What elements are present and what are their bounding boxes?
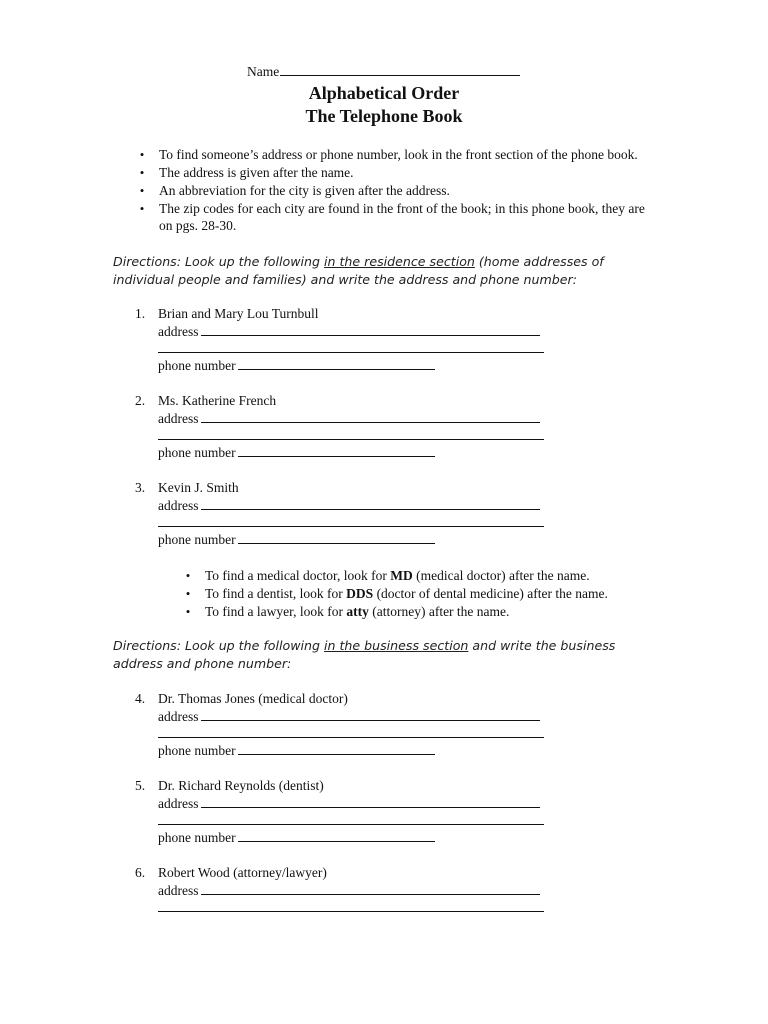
entry-name: Ms. Katherine French [158, 393, 277, 408]
professional-bullet: • To find a dentist, look for DDS (doctor of dental medicine) after the name. [181, 585, 671, 602]
address-blank[interactable] [201, 707, 540, 721]
address-blank[interactable] [201, 794, 540, 808]
entry-number: 5. [135, 778, 146, 793]
address-label: address [158, 883, 199, 898]
phone-blank[interactable] [238, 530, 435, 544]
professional-bullet: • To find a medical doctor, look for MD (medical doctor) after the name. [181, 567, 671, 584]
bullet-icon: • [185, 568, 191, 583]
worksheet-subtitle: The Telephone Book [305, 106, 463, 126]
entry-number: 6. [135, 865, 146, 880]
entry-number: 3. [135, 480, 146, 495]
intro-bullet: • The address is given after the name. [135, 164, 655, 181]
entry-name: Dr. Richard Reynolds (dentist) [158, 778, 324, 793]
bullet-icon: • [139, 201, 145, 216]
entry-name: Kevin J. Smith [158, 480, 239, 495]
intro-bullet-list [135, 146, 655, 235]
name-label: Name [247, 64, 280, 79]
worksheet-title: Alphabetical Order [308, 83, 460, 103]
residence-section-emphasis: in the residence section [323, 254, 475, 269]
address-label: address [158, 411, 199, 426]
address-blank[interactable] [201, 496, 540, 510]
address-blank[interactable] [201, 322, 540, 336]
address-blank-line2[interactable] [158, 898, 544, 912]
address-blank-line2[interactable] [158, 811, 544, 825]
intro-bullet: • The zip codes for each city are found in the front of the book; in this phone book, they are on pgs. 28-30. [135, 200, 655, 234]
name-field[interactable] [247, 63, 520, 80]
address-blank-line2[interactable] [158, 513, 544, 527]
name-blank[interactable] [280, 63, 520, 76]
address-label: address [158, 709, 199, 724]
bullet-icon: • [185, 586, 191, 601]
bullet-icon: • [139, 183, 145, 198]
intro-bullet: • An abbreviation for the city is given after the address. [135, 182, 655, 199]
phone-label: phone number [158, 830, 236, 845]
intro-bullet: • To find someone’s address or phone number, look in the front section of the phone book. [135, 146, 655, 163]
address-blank-line2[interactable] [158, 426, 544, 440]
address-blank-line2[interactable] [158, 724, 544, 738]
bullet-icon: • [139, 165, 145, 180]
bullet-icon: • [185, 604, 191, 619]
entry-number: 2. [135, 393, 146, 408]
atty-abbreviation: atty [346, 604, 369, 619]
phone-label: phone number [158, 358, 236, 373]
entry-name: Dr. Thomas Jones (medical doctor) [158, 691, 348, 706]
entry-name: Brian and Mary Lou Turnbull [158, 306, 319, 321]
address-blank[interactable] [201, 881, 540, 895]
phone-label: phone number [158, 743, 236, 758]
phone-blank[interactable] [238, 443, 435, 457]
phone-blank[interactable] [238, 356, 435, 370]
directions-residence: Directions: Look up the following in the residence section (home addresses of individual people and families) and write the address and phone number: [113, 254, 604, 287]
professional-bullet-list [181, 567, 671, 621]
bullet-icon: • [139, 147, 145, 162]
phone-blank[interactable] [238, 741, 435, 755]
phone-blank[interactable] [238, 828, 435, 842]
address-label: address [158, 324, 199, 339]
address-label: address [158, 498, 199, 513]
md-abbreviation: MD [390, 568, 413, 583]
dds-abbreviation: DDS [346, 586, 374, 601]
address-blank-line2[interactable] [158, 339, 544, 353]
directions-business: Directions: Look up the following in the business section and write the business address and phone number: [113, 638, 616, 671]
address-blank[interactable] [201, 409, 540, 423]
entry-name: Robert Wood (attorney/lawyer) [158, 865, 327, 880]
business-section-emphasis: in the business section [323, 638, 469, 653]
professional-bullet: • To find a lawyer, look for atty (attorney) after the name. [181, 603, 671, 620]
phone-label: phone number [158, 445, 236, 460]
entry-number: 4. [135, 691, 146, 706]
entry-number: 1. [135, 306, 146, 321]
address-label: address [158, 796, 199, 811]
phone-label: phone number [158, 532, 236, 547]
